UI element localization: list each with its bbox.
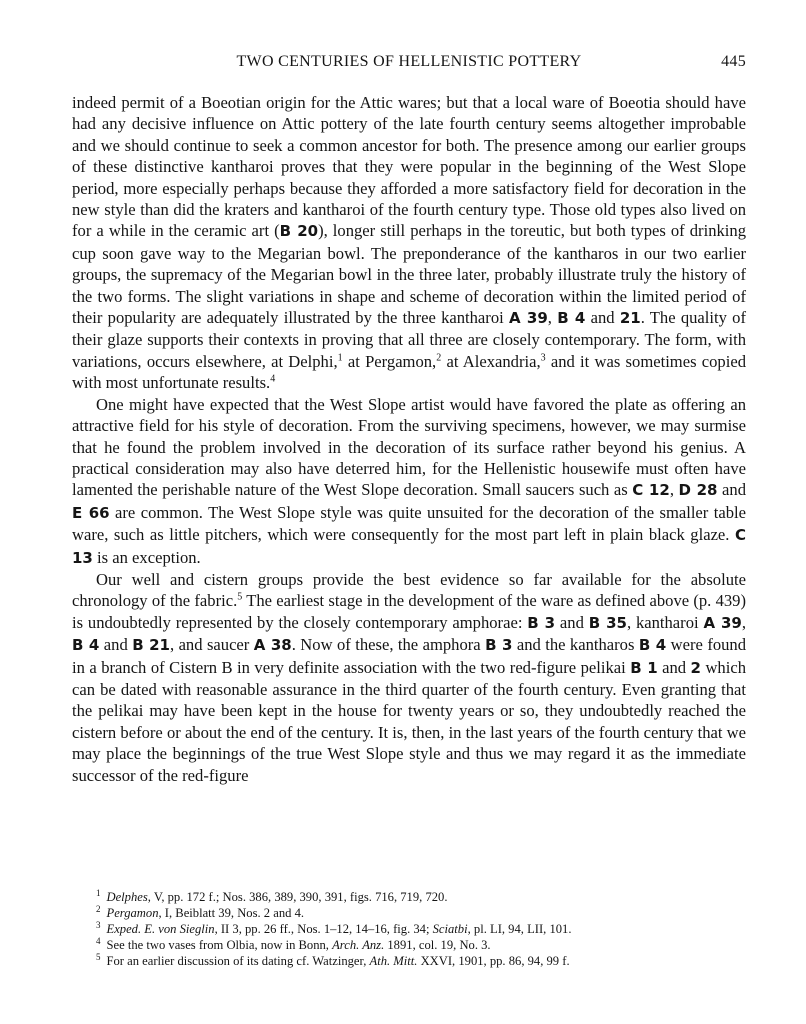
footnote-marker: 5 xyxy=(237,591,243,603)
footnote xyxy=(72,937,746,953)
text-run: which can be dated with reasonable assurance in the third quarter of the fourth century. Even granting that the pelikai may have been kept in the house for twenty years or so, they undoubtedly reached the cistern before or about the end of the century. It is, then, in the last years of the fourth century that we may place the beginnings of the true West Slope style and thus we may regard it as the immediate successor of the red-figure xyxy=(72,657,747,785)
catalogue-ref: A 38 xyxy=(253,636,292,655)
catalogue-ref: B 4 xyxy=(638,636,667,655)
text-run: One might have expected that the West Slope artist would have favored the plate as offering an attractive field for his style of decoration. From the surviving specimens, however, we may surmise that he found the problem involved in the decoration of its surface rather beyond his genius. A practical consideration may also have deterred him, for the Hellenistic housewife must often have lamented the perishable nature of the West Slope decoration. Small saucers such as xyxy=(72,394,746,500)
footnote-marker: 2 xyxy=(436,352,442,364)
catalogue-ref: 2 xyxy=(690,658,701,677)
catalogue-ref: B 21 xyxy=(132,636,170,655)
page-number: 445 xyxy=(721,53,746,70)
paragraph xyxy=(72,92,746,394)
footnote xyxy=(72,921,746,937)
text-run: is an exception. xyxy=(92,547,201,567)
footnote-number: 1 xyxy=(96,887,101,898)
catalogue-ref: B 20 xyxy=(279,222,319,241)
text-run: 1891, col. 19, No. 3. xyxy=(384,938,491,952)
text-run: See the two vases from Olbia, now in Bonn, xyxy=(106,938,333,952)
catalogue-ref: B 4 xyxy=(72,636,100,655)
catalogue-ref: A 39 xyxy=(508,309,548,328)
catalogue-ref: B 4 xyxy=(557,309,586,328)
catalogue-ref: 21 xyxy=(619,309,641,328)
text-run: , xyxy=(547,308,558,328)
text-run: , and saucer xyxy=(170,635,254,655)
running-title: TWO CENTURIES OF HELLENISTIC POTTERY xyxy=(236,53,582,70)
citation-title: Delphes xyxy=(106,890,148,904)
text-run: and it was sometimes copied with most unfortunate results. xyxy=(72,351,747,393)
text-run: ), longer still perhaps in the toreutic, but both types of drinking cup soon gave way to the Megarian bowl. The preponderance of the kantharos in our two earlier groups, the supremacy of the Megarian bowl in the three later, probably illustrate truly the history of the two forms. The slight variations in shape and scheme of decoration within the limited period of their popularity are adequately illustrated by the three kantharoi xyxy=(72,221,746,328)
footnote xyxy=(72,953,746,969)
paragraph xyxy=(72,569,746,786)
catalogue-ref: B 1 xyxy=(630,658,658,677)
text-run: , kantharoi xyxy=(626,612,704,632)
running-head xyxy=(72,53,746,77)
footnote-marker: 1 xyxy=(337,352,343,364)
text-run: and the kantharos xyxy=(512,635,639,655)
text-run: XXVI, 1901, pp. 86, 94, 99 f. xyxy=(417,954,570,968)
citation-title: Exped. E. von Sieglin xyxy=(106,922,215,936)
paragraph xyxy=(72,394,746,569)
text-run: and xyxy=(555,612,589,632)
text-run: The earliest stage in the development of the ware as defined above (p. 439) is undoubtedly represented by the closely contemporary amphorae: xyxy=(72,591,746,632)
text-run: were found in a branch of Cistern B in very definite association with the two red-figure pelikai xyxy=(72,635,747,677)
text-run: at Alexandria, xyxy=(441,351,541,371)
text-run: , I, Beiblatt 39, Nos. 2 and 4. xyxy=(158,906,305,920)
catalogue-ref: B 3 xyxy=(527,613,556,632)
text-run: and xyxy=(99,635,133,655)
text-run: and xyxy=(585,308,620,328)
footnote-number: 4 xyxy=(96,935,101,946)
text-run: , V, pp. 172 f.; Nos. 386, 389, 390, 391, figs. 716, 719, 720. xyxy=(147,890,448,904)
footnote xyxy=(72,905,746,921)
citation-title: Sciatbi xyxy=(432,922,468,936)
body-text xyxy=(72,92,746,786)
catalogue-ref: C 12 xyxy=(632,481,670,500)
text-run: For an earlier discussion of its dating cf. Watzinger, xyxy=(106,954,370,968)
text-run: , II 3, pp. 26 ff., Nos. 1–12, 14–16, fig. 34; xyxy=(214,922,433,936)
text-run: . The quality of their glaze supports their contexts in proving that all three are closely contemporary. The form, with variations, occurs elsewhere, at Delphi, xyxy=(72,308,746,371)
catalogue-ref: A 39 xyxy=(703,613,742,632)
footnote-marker: 4 xyxy=(270,373,276,385)
text-run: Our well and cistern groups provide the best evidence so far available for the absolute chronology of the fabric. xyxy=(72,569,746,611)
footnote-number: 5 xyxy=(96,951,101,962)
text-run: , xyxy=(669,480,679,500)
footnote-number: 2 xyxy=(96,903,101,914)
catalogue-ref: B 35 xyxy=(588,613,627,632)
footnote-marker: 3 xyxy=(540,352,546,364)
text-run: are common. The West Slope style was quite unsuited for the decoration of the smaller table ware, such as little pitchers, which were consequently for the most part left in plain black glaze. xyxy=(72,502,746,545)
footnote xyxy=(72,889,746,905)
text-run: and xyxy=(657,657,691,677)
catalogue-ref: B 3 xyxy=(485,636,513,655)
catalogue-ref: C 13 xyxy=(72,526,746,567)
text-run: indeed permit of a Boeotian origin for the Attic wares; but that a local ware of Boeotia should have had any decisive influence on Attic pottery of the late fourth century seems altogether improbable and we should continue to seek a common ancestor for both. The presence among our earlier groups of these distinctive kantharoi proves that they were popular in the beginning of the West Slope period, more especially perhaps because they afforded a more satisfactory field for decoration in the new style than did the kraters and kantharoi of the fourth century type. Those old types also lived on for a while in the ceramic art ( xyxy=(72,93,746,241)
text-run: , pl. LI, 94, LII, 101. xyxy=(467,922,572,936)
text-run: , xyxy=(741,612,747,632)
text-run: . Now of these, the amphora xyxy=(291,635,486,655)
text-run: and xyxy=(717,480,747,500)
citation-title: Arch. Anz. xyxy=(332,938,385,952)
footnote-number: 3 xyxy=(96,919,101,930)
citation-title: Ath. Mitt. xyxy=(369,954,418,968)
text-run: at Pergamon, xyxy=(342,351,437,371)
catalogue-ref: E 66 xyxy=(72,503,110,522)
footnotes xyxy=(72,889,746,969)
citation-title: Pergamon xyxy=(106,906,159,920)
catalogue-ref: D 28 xyxy=(678,481,718,500)
